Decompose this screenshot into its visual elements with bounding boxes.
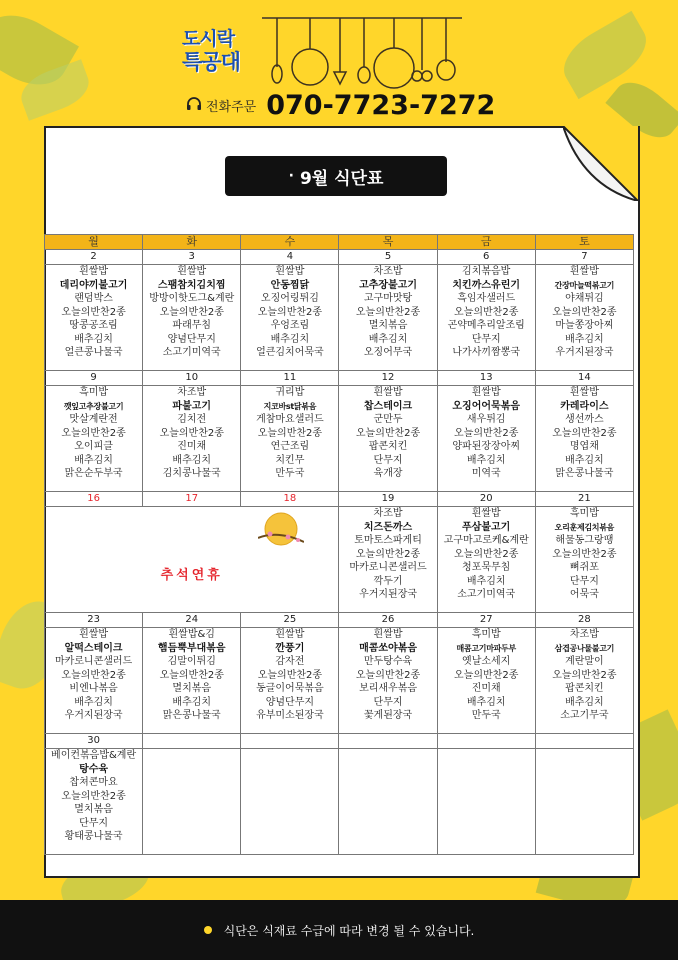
day-number: 13 xyxy=(437,371,535,386)
main-dish: 알떡스테이크 xyxy=(64,642,123,654)
main-dish: 오리훈제김치볶음 xyxy=(554,522,615,532)
menu-row xyxy=(45,507,634,613)
menu-cell xyxy=(143,265,241,371)
day-number xyxy=(339,734,437,749)
menu-item: 마카로니콘샐러드 xyxy=(349,562,427,573)
bullet-icon xyxy=(204,926,212,934)
menu-item: 흰쌀밥 xyxy=(373,387,403,398)
menu-item: 만두국 xyxy=(471,710,501,721)
menu-item: 감자전 xyxy=(275,656,305,667)
menu-item: 배추김치 xyxy=(368,333,408,345)
menu-item: 맑은순두부국 xyxy=(64,468,123,479)
menu-item: 청포묵무침 xyxy=(462,562,511,573)
menu-item: 오늘의반찬2종 xyxy=(454,427,519,439)
day-number: 28 xyxy=(535,613,633,628)
menu-item: 흑미밥 xyxy=(471,629,501,640)
menu-item: 팝콘치킨 xyxy=(368,441,408,452)
menu-item: 우거지된장국 xyxy=(64,710,123,721)
menu-item: 배추김치 xyxy=(270,333,310,345)
main-dish: 깻잎고추장불고기 xyxy=(63,401,124,411)
menu-title-text: 9월 식단표 xyxy=(299,168,384,189)
menu-item: 군만두 xyxy=(373,414,403,425)
menu-item: 고구마고로케&계란 xyxy=(443,535,529,546)
main-dish: 햄듬뿍부대볶음 xyxy=(157,642,226,654)
weekday-sat: 토 xyxy=(535,235,633,250)
menu-item: 새우튀김 xyxy=(466,414,506,425)
menu-item: 마카로니콘샐러드 xyxy=(54,656,133,667)
menu-item: 베이컨볶음밥&계란 xyxy=(51,750,137,761)
day-number-row xyxy=(45,371,634,386)
menu-item: 소고기미역국 xyxy=(457,589,516,600)
menu-item: 만두탕수육 xyxy=(363,656,413,667)
menu-cell xyxy=(45,386,143,492)
menu-item: 게참마요샐러드 xyxy=(256,414,324,425)
headset-icon xyxy=(186,97,202,113)
main-dish: 안동찜닭 xyxy=(270,279,310,291)
menu-item: 오늘의반찬2종 xyxy=(61,427,126,439)
menu-item: 흰쌀밥 xyxy=(79,266,109,277)
menu-item: 오늘의반찬2종 xyxy=(552,669,617,681)
menu-row xyxy=(45,749,634,855)
day-number: 6 xyxy=(437,250,535,265)
phone-number: 070-7723-7272 xyxy=(266,89,496,121)
day-number xyxy=(437,734,535,749)
day-number: 3 xyxy=(143,250,241,265)
menu-cell xyxy=(45,628,143,734)
menu-item: 오늘의반찬2종 xyxy=(355,548,421,560)
menu-item: 흑임자샐러드 xyxy=(457,293,516,304)
menu-item: 흰쌀밥 xyxy=(471,387,501,398)
menu-cell xyxy=(339,386,437,492)
menu-item: 오늘의반찬2종 xyxy=(552,427,617,439)
menu-item: 단무지 xyxy=(569,575,599,587)
menu-item: 나가사끼짬뽕국 xyxy=(452,347,521,358)
menu-item: 찹쳐콘마요 xyxy=(69,777,118,788)
main-dish: 매콤쏘야볶음 xyxy=(359,642,418,654)
menu-item: 흰쌀밥 xyxy=(569,266,599,277)
menu-item: 흰쌀밥 xyxy=(275,629,305,640)
menu-item: 깍두기 xyxy=(373,575,403,587)
page-curl xyxy=(563,126,638,201)
main-dish: 고추장불고기 xyxy=(359,279,418,291)
menu-item: 계란말이 xyxy=(565,656,604,667)
menu-item: 비엔나볶음 xyxy=(69,683,118,694)
main-dish: 치즈돈까스 xyxy=(363,521,413,533)
menu-item: 멸치볶음 xyxy=(74,804,113,815)
main-dish: 삼겹공나물불고기 xyxy=(554,643,615,653)
day-number: 2 xyxy=(45,250,143,265)
menu-item: 팝콘치킨 xyxy=(565,683,604,694)
day-number-row xyxy=(45,734,634,749)
menu-item: 귀리밥 xyxy=(275,387,305,398)
menu-cell xyxy=(143,628,241,734)
menu-item: 오징어무국 xyxy=(363,347,413,358)
menu-item: 진미채 xyxy=(471,683,501,694)
day-number: 10 xyxy=(143,371,241,386)
menu-item: 옛날소세지 xyxy=(462,656,511,667)
main-dish: 찹스테이크 xyxy=(363,400,413,412)
day-number: 20 xyxy=(437,492,535,507)
main-dish: 치킨까스유린기 xyxy=(452,279,521,291)
weekday-tue: 화 xyxy=(143,235,241,250)
menu-row xyxy=(45,386,634,492)
menu-item: 오늘의반찬2종 xyxy=(61,790,126,802)
menu-item: 김치콩나물국 xyxy=(162,468,221,479)
menu-item: 오징어링튀김 xyxy=(260,293,319,304)
menu-item: 오늘의반찬2종 xyxy=(355,669,421,681)
menu-item: 흰쌀밥 xyxy=(177,266,207,277)
menu-item: 배추김치 xyxy=(466,575,506,587)
menu-item: 단무지 xyxy=(373,696,403,708)
menu-item: 오늘의반찬2종 xyxy=(552,548,617,560)
menu-item: 김치볶음밥 xyxy=(462,266,511,277)
menu-item: 진미채 xyxy=(177,441,207,452)
menu-item: 맛살계란전 xyxy=(69,414,118,425)
menu-item: 꽃게된장국 xyxy=(363,710,413,721)
weekday-fri: 금 xyxy=(437,235,535,250)
day-number: 16 xyxy=(45,492,143,507)
day-number: 27 xyxy=(437,613,535,628)
main-dish: 간장마늘떡볶고기 xyxy=(554,280,615,290)
day-number: 9 xyxy=(45,371,143,386)
menu-title: · 9월 식단표 xyxy=(225,156,447,196)
menu-cell xyxy=(45,265,143,371)
menu-item: 토마토스파게티 xyxy=(354,535,422,546)
menu-item: 흰쌀밥 xyxy=(373,629,403,640)
menu-item: 얼큰김치어묵국 xyxy=(256,347,324,358)
main-dish: 카레라이스 xyxy=(560,400,609,412)
day-number: 7 xyxy=(535,250,633,265)
day-number: 25 xyxy=(241,613,339,628)
menu-item: 보리새우볶음 xyxy=(359,683,418,694)
menu-cell xyxy=(241,628,339,734)
phone-order xyxy=(186,90,495,120)
logo-line2: 특공대 xyxy=(182,50,240,74)
menu-item: 양념단무지 xyxy=(265,696,315,708)
menu-item: 고구마맛탕 xyxy=(363,293,413,304)
menu-item: 오늘의반찬2종 xyxy=(257,306,323,318)
weekday-header-row xyxy=(45,235,634,250)
day-number xyxy=(535,734,633,749)
menu-item: 맑은콩나물국 xyxy=(162,710,221,721)
menu-cell xyxy=(339,749,437,855)
menu-item: 배추김치 xyxy=(172,454,212,466)
main-dish: 지코바st닭볶음 xyxy=(263,401,317,411)
day-number: 4 xyxy=(241,250,339,265)
menu-item: 배추김치 xyxy=(565,696,604,708)
menu-item: 소고기미역국 xyxy=(162,347,221,358)
menu-item: 유부미소된장국 xyxy=(256,710,324,721)
menu-item: 오늘의반찬2종 xyxy=(454,548,519,560)
menu-item: 흰쌀밥 xyxy=(569,387,599,398)
day-number: 18 xyxy=(241,492,339,507)
menu-item: 단무지 xyxy=(79,817,109,829)
menu-item: 마늘쫑장아찌 xyxy=(555,320,614,331)
weekday-mon: 월 xyxy=(45,235,143,250)
menu-cell xyxy=(535,749,633,855)
menu-item: 오늘의반찬2종 xyxy=(61,306,126,318)
menu-item: 차조밥 xyxy=(373,508,403,519)
day-number xyxy=(241,734,339,749)
day-number: 5 xyxy=(339,250,437,265)
menu-item: 차조밥 xyxy=(373,266,403,277)
day-number: 19 xyxy=(339,492,437,507)
main-dish: 깐풍기 xyxy=(275,642,305,654)
menu-cell xyxy=(339,507,437,613)
holiday-label: 추석연휴 xyxy=(160,568,223,583)
day-number: 14 xyxy=(535,371,633,386)
menu-item: 생선까스 xyxy=(565,414,604,425)
menu-cell xyxy=(535,386,633,492)
menu-item: 양파된장장아찌 xyxy=(452,441,521,452)
menu-item: 얼큰콩나물국 xyxy=(64,347,123,358)
menu-item: 오늘의반찬2종 xyxy=(159,669,224,681)
menu-item: 치킨무 xyxy=(275,454,305,466)
menu-item: 우거지된장국 xyxy=(555,347,614,358)
menu-item: 배추김치 xyxy=(565,333,604,345)
menu-cell xyxy=(143,386,241,492)
brand-logo xyxy=(182,28,262,74)
menu-item: 뼈쥐포 xyxy=(569,562,599,573)
main-dish: 데리야끼불고기 xyxy=(59,279,128,291)
menu-item: 오늘의반찬2종 xyxy=(61,669,126,681)
menu-cell xyxy=(437,628,535,734)
menu-item: 오늘의반찬2종 xyxy=(454,669,519,681)
day-number-row xyxy=(45,250,634,265)
menu-item: 어묵국 xyxy=(569,589,599,600)
menu-item: 야채튀김 xyxy=(565,293,604,304)
main-dish: 파불고기 xyxy=(172,400,212,412)
menu-row xyxy=(45,628,634,734)
menu-item: 오늘의반찬2종 xyxy=(159,427,224,439)
menu-item: 오늘의반찬2종 xyxy=(159,306,224,318)
menu-item: 오늘의반찬2종 xyxy=(257,669,323,681)
menu-cell xyxy=(437,507,535,613)
menu-item: 흑미밥 xyxy=(79,387,109,398)
day-number: 17 xyxy=(143,492,241,507)
menu-item: 배추김치 xyxy=(466,696,506,708)
menu-item: 오이피클 xyxy=(74,441,113,452)
menu-row xyxy=(45,265,634,371)
menu-item: 배추김치 xyxy=(466,454,506,466)
menu-item: 차조밥 xyxy=(177,387,207,398)
menu-item: 만두국 xyxy=(275,468,305,479)
menu-item: 흰쌀밥 xyxy=(79,629,109,640)
day-number: 23 xyxy=(45,613,143,628)
day-number xyxy=(143,734,241,749)
day-number: 26 xyxy=(339,613,437,628)
menu-item: 우엉조림 xyxy=(270,320,310,331)
main-dish: 스팸참치김치찜 xyxy=(157,279,226,291)
menu-cell xyxy=(535,628,633,734)
day-number: 30 xyxy=(45,734,143,749)
menu-item: 차조밥 xyxy=(569,629,599,640)
menu-item: 흰쌀밥&김 xyxy=(168,629,215,640)
main-dish: 탕수육 xyxy=(79,763,109,775)
menu-item: 김치전 xyxy=(177,414,207,425)
menu-item: 파래무침 xyxy=(172,320,212,331)
menu-item: 방방이핫도그&계란 xyxy=(149,293,235,304)
menu-cell xyxy=(241,265,339,371)
menu-cell xyxy=(437,386,535,492)
day-number: 11 xyxy=(241,371,339,386)
menu-item: 흰쌀밥 xyxy=(275,266,305,277)
menu-item: 흰쌀밥 xyxy=(471,508,501,519)
footer-bar xyxy=(0,900,678,960)
menu-item: 흑미밥 xyxy=(569,508,599,519)
menu-cell xyxy=(437,749,535,855)
menu-cell xyxy=(437,265,535,371)
menu-item: 오늘의반찬2종 xyxy=(552,306,617,318)
footer-note: 식단은 식재료 수급에 따라 변경 될 수 있습니다. xyxy=(223,923,475,938)
menu-item: 배추김치 xyxy=(172,696,212,708)
menu-item: 땅콩공조림 xyxy=(69,320,118,331)
menu-table xyxy=(44,234,634,855)
menu-item: 명엽채 xyxy=(569,441,599,452)
menu-item: 멸치볶음 xyxy=(172,683,212,694)
main-dish: 매콤고기마파두부 xyxy=(456,643,516,653)
menu-item: 육개장 xyxy=(373,468,403,479)
menu-cell xyxy=(339,265,437,371)
menu-item: 배추김치 xyxy=(74,333,113,345)
menu-cell xyxy=(535,507,633,613)
weekday-wed: 수 xyxy=(241,235,339,250)
menu-item: 연근조림 xyxy=(270,441,310,452)
menu-item: 해물동그랑땡 xyxy=(555,535,614,546)
menu-item: 동글이어묵볶음 xyxy=(256,683,324,694)
menu-item: 양념단무지 xyxy=(167,333,216,345)
day-number-row xyxy=(45,492,634,507)
menu-item: 오늘의반찬2종 xyxy=(355,427,421,439)
menu-item: 단무지 xyxy=(373,454,403,466)
day-number: 24 xyxy=(143,613,241,628)
menu-item: 멸치볶음 xyxy=(368,320,408,331)
menu-item: 배추김치 xyxy=(74,454,113,466)
utensils-icon xyxy=(262,12,462,92)
main-dish: 오징어어묵볶음 xyxy=(452,400,521,412)
menu-item: 곤약메추리알조림 xyxy=(447,320,525,331)
menu-cell xyxy=(143,749,241,855)
menu-item: 우거지된장국 xyxy=(359,589,418,600)
menu-item: 배추김치 xyxy=(565,454,604,466)
menu-item: 단무지 xyxy=(471,333,501,345)
menu-item: 소고기무국 xyxy=(560,710,609,721)
menu-cell xyxy=(45,749,143,855)
weekday-thu: 목 xyxy=(339,235,437,250)
menu-item: 맑은콩나물국 xyxy=(555,468,614,479)
menu-cell xyxy=(241,386,339,492)
full-moon-icon xyxy=(258,508,304,554)
logo-line1: 도시락 xyxy=(182,28,235,50)
menu-item: 김말이튀김 xyxy=(167,656,216,667)
menu-item: 랜덤박스 xyxy=(74,293,113,304)
menu-item: 황태콩나물국 xyxy=(64,831,123,842)
menu-item: 배추김치 xyxy=(74,696,113,708)
day-number-row xyxy=(45,613,634,628)
menu-item: 오늘의반찬2종 xyxy=(355,306,421,318)
day-number: 12 xyxy=(339,371,437,386)
menu-item: 미역국 xyxy=(471,468,501,479)
menu-cell xyxy=(241,749,339,855)
menu-item: 오늘의반찬2종 xyxy=(454,306,519,318)
menu-cell xyxy=(339,628,437,734)
header xyxy=(0,0,678,120)
phone-label: 전화주문 xyxy=(206,99,257,115)
main-dish: 푸삼불고기 xyxy=(462,521,511,533)
menu-cell xyxy=(535,265,633,371)
day-number: 21 xyxy=(535,492,633,507)
menu-item: 오늘의반찬2종 xyxy=(257,427,323,439)
